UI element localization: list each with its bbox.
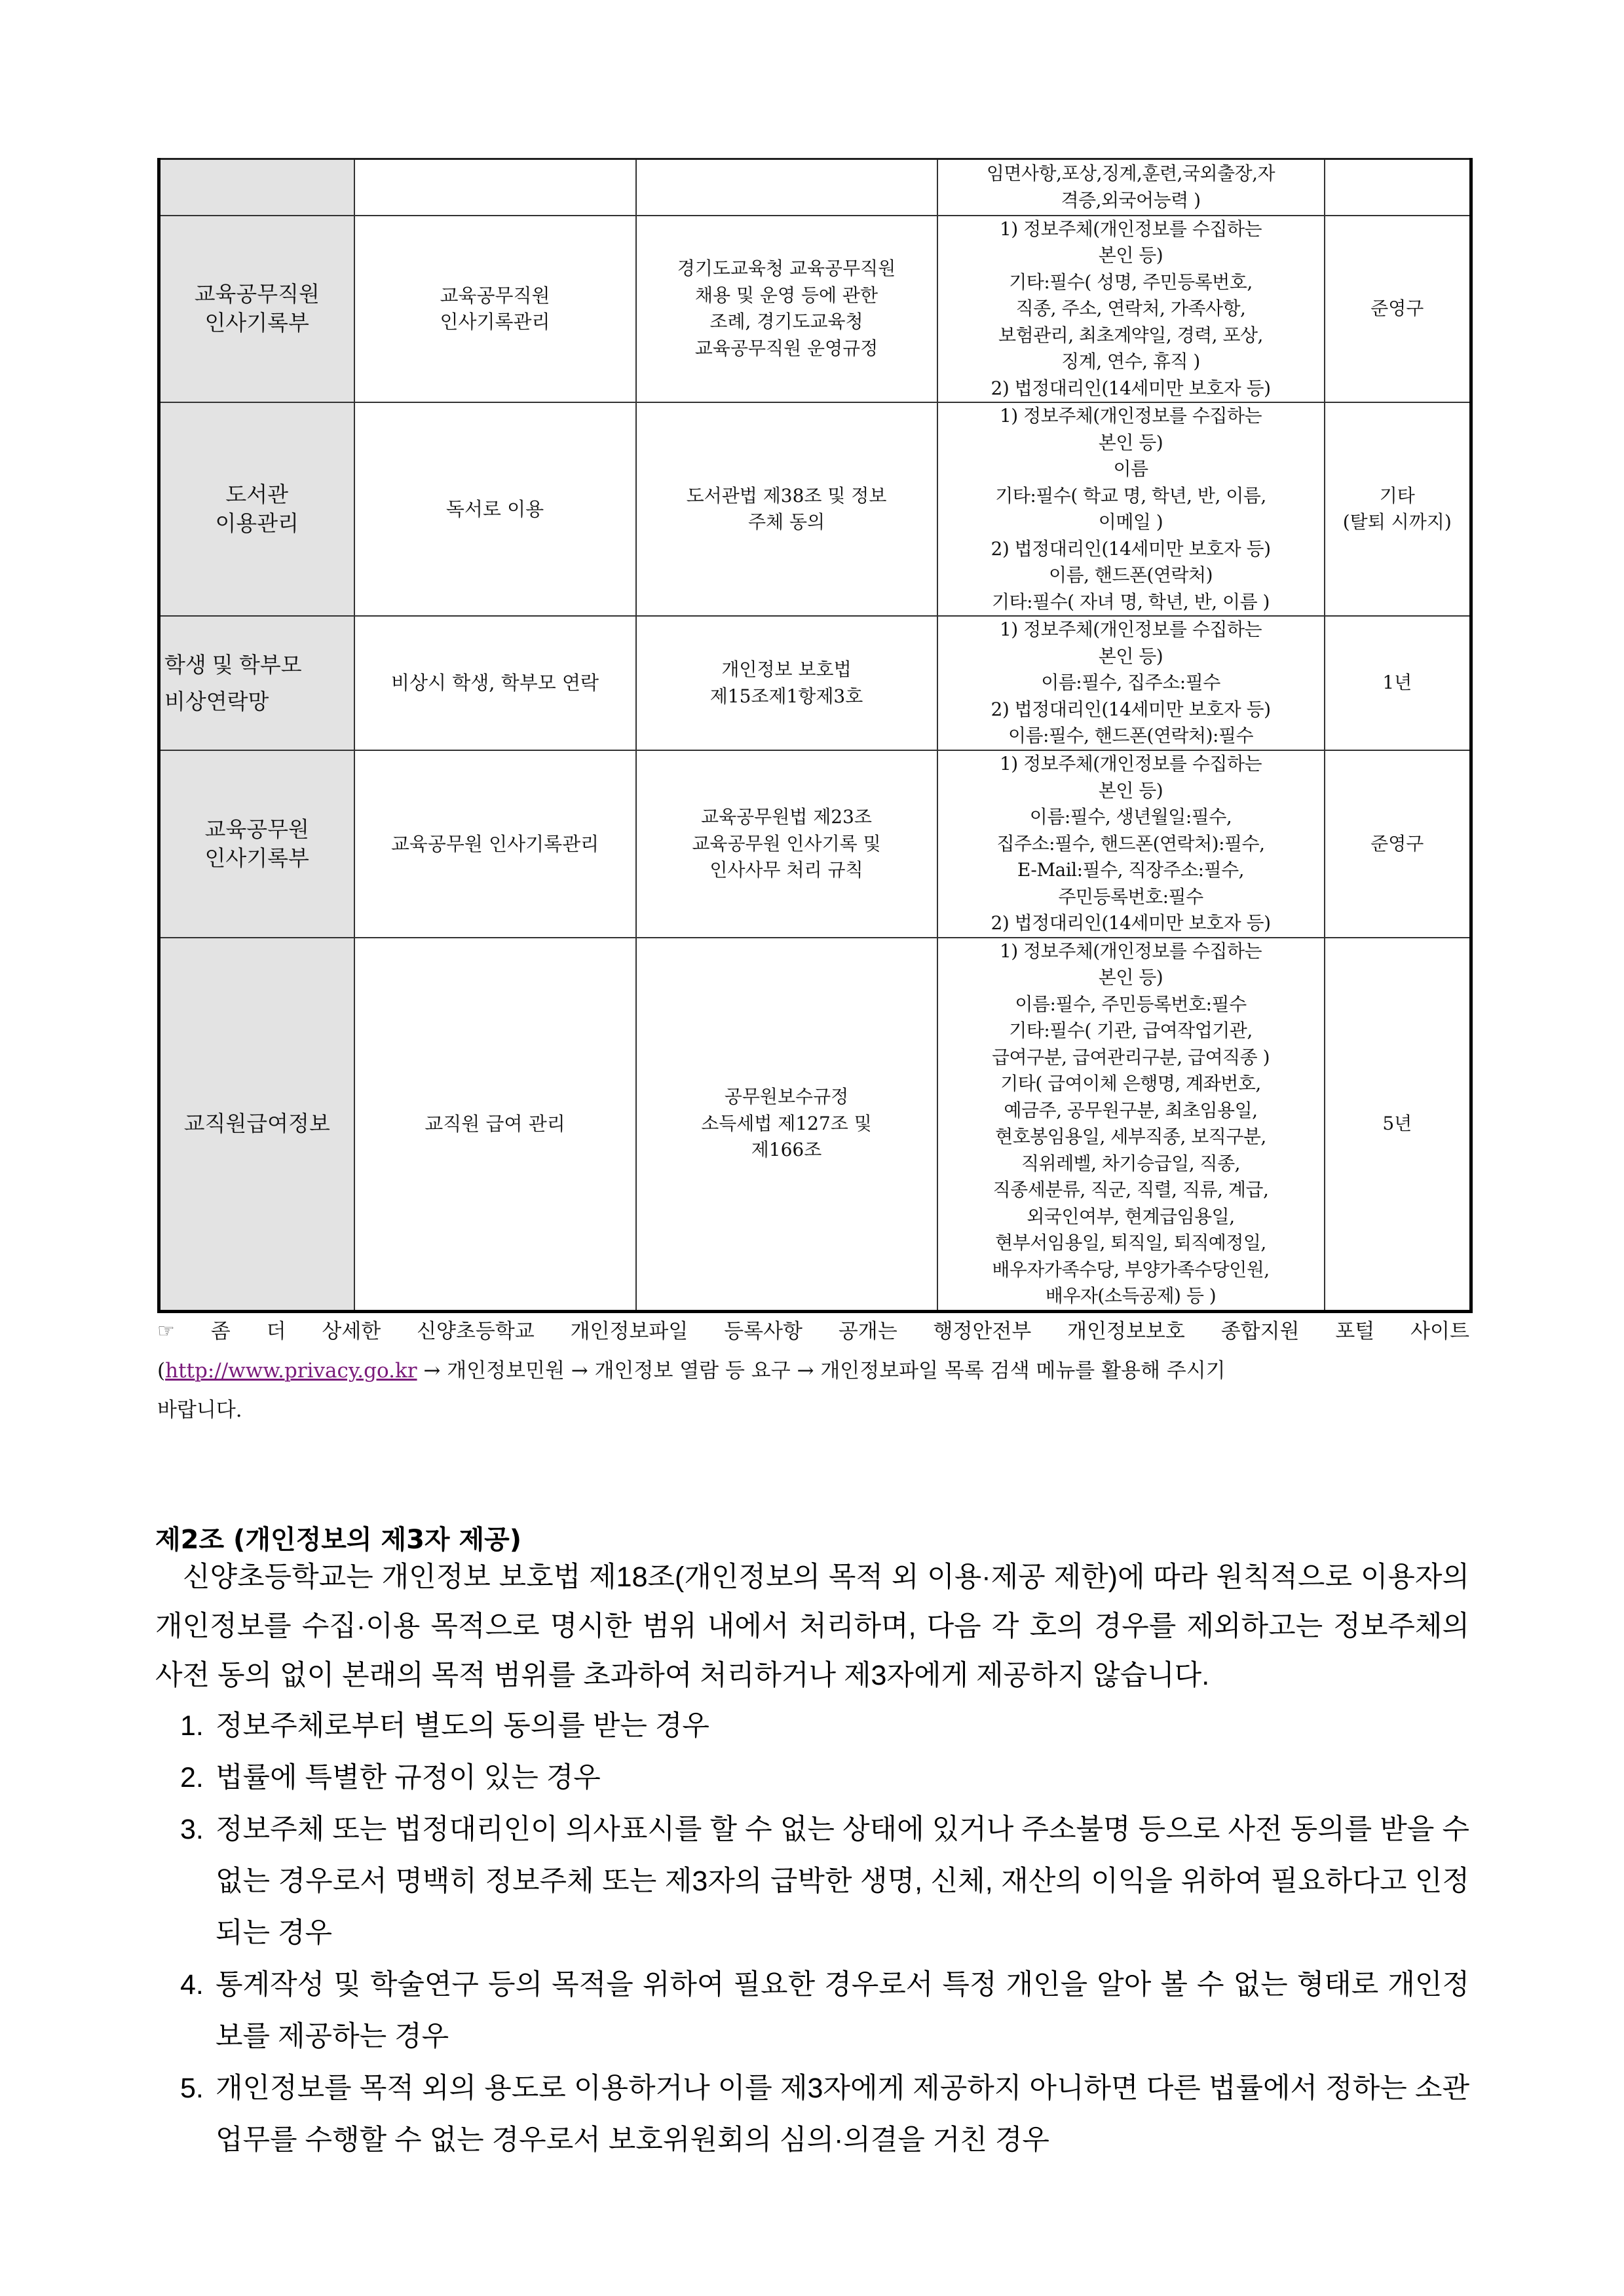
exception-list <box>155 1700 1469 2166</box>
file-name-cell: 교육공무원 인사기록부 <box>159 750 354 938</box>
privacy-portal-link[interactable]: http://www.privacy.go.kr <box>165 1359 417 1383</box>
list-item: 5. 개인정보를 목적 외의 용도로 이용하거나 이를 제3자에게 제공하지 아니하면 다른 법률에서 정하는 소관 업무를 수행할 수 없는 경우로서 보호위원회의 심의·의결을 거친 경우 <box>180 2073 1469 2156</box>
footnote-word: 더 <box>266 1320 286 1343</box>
footnote-line-3: 바랍니다. <box>157 1398 242 1422</box>
purpose-cell: 비상시 학생, 학부모 연락 <box>354 616 636 750</box>
list-item: 3. 정보주체 또는 법정대리인이 의사표시를 할 수 없는 상태에 있거나 주소불명 등으로 사전 동의를 받을 수 없는 경우로서 명백히 정보주체 또는 제3자의 급박한 생명, 신체, 재산의 이익을 위하여 필요하다고 인정되는 경우 <box>180 1814 1469 1949</box>
table-row <box>159 750 1471 938</box>
table-row <box>159 159 1471 216</box>
table-row <box>159 216 1471 403</box>
collected-items-cell: 임면사항,포상,징계,훈련,국외출장,자 격증,외국어능력 ) <box>937 159 1325 216</box>
list-item: 1. 정보주체로부터 별도의 동의를 받는 경우 <box>180 1710 709 1742</box>
footnote-word: 종합지원 <box>1220 1320 1300 1343</box>
footnote-word: 신양초등학교 <box>417 1320 535 1343</box>
section-body <box>155 1553 1469 2166</box>
footnote-word: 개인정보파일 <box>570 1320 689 1343</box>
footnote-word: 사이트 <box>1410 1320 1469 1343</box>
table-row <box>159 616 1471 750</box>
purpose-cell: 교육공무원 인사기록관리 <box>354 750 636 938</box>
purpose-cell: 독서로 이용 <box>354 402 636 616</box>
list-item: 2. 법률에 특별한 규정이 있는 경우 <box>180 1762 601 1793</box>
collected-items-cell: 1) 정보주체(개인정보를 수집하는 본인 등) 이름:필수, 주민등록번호:필수 기타:필수( 기관, 급여작업기관, 급여구분, 급여관리구분, 급여직종 ) 기타( 급여이체 은행명, 계좌번호, 예금주, 공무원구분, 최초임용일, 현호봉임용일, 세부직종, 보직구분, 직위레벨, 차기승급일, 직종, 직종세분류, 직군, 직렬, 직류, 계급, 외국인여부, 현계급임용일, 현부서임용일, 퇴직일, 퇴직예정일, 배우자가족수당, 부양가족수당인원, 배우자(소득공제) 등 ) <box>937 938 1325 1312</box>
footnote-line-1 <box>157 1312 1469 1351</box>
legal-basis-cell <box>636 159 937 216</box>
footnote-line-2: (http://www.privacy.go.kr → 개인정보민원 → 개인정보 열람 등 요구 → 개인정보파일 목록 검색 메뉴를 활용해 주시기 <box>157 1359 1226 1383</box>
file-name-cell: 교육공무직원 인사기록부 <box>159 216 354 403</box>
footnote-word: 좀 <box>210 1320 231 1343</box>
retention-cell: 준영구 <box>1325 216 1471 403</box>
section-paragraph: 신양초등학교는 개인정보 보호법 제18조(개인정보의 목적 외 이용·제공 제한)에 따라 원칙적으로 이용자의 개인정보를 수집·이용 목적으로 명시한 범위 내에서 처리하며, 다음 각 호의 경우를 제외하고는 정보주체의 사전 동의 없이 본래의 목적 범위를 초과하여 처리하거나 제3자에게 제공하지 않습니다. <box>155 1561 1469 1691</box>
collected-items-cell: 1) 정보주체(개인정보를 수집하는 본인 등) 이름 기타:필수( 학교 명, 학년, 반, 이름, 이메일 ) 2) 법정대리인(14세미만 보호자 등) 이름, 핸드폰(연락처) 기타:필수( 자녀 명, 학년, 반, 이름 ) <box>937 402 1325 616</box>
retention-cell: 5년 <box>1325 938 1471 1312</box>
file-name-cell: 학생 및 학부모 비상연락망 <box>159 616 354 750</box>
file-name-cell: 도서관 이용관리 <box>159 402 354 616</box>
pointing-hand-icon: ☞ <box>157 1320 175 1343</box>
retention-cell: 1년 <box>1325 616 1471 750</box>
footnote-word: 공개는 <box>838 1320 897 1343</box>
retention-cell: 준영구 <box>1325 750 1471 938</box>
legal-basis-cell: 교육공무원법 제23조 교육공무원 인사기록 및 인사사무 처리 규칙 <box>636 750 937 938</box>
retention-cell: 기타 (탈퇴 시까지) <box>1325 402 1471 616</box>
purpose-cell: 교직원 급여 관리 <box>354 938 636 1312</box>
footnote <box>157 1312 1469 1430</box>
table-row <box>159 938 1471 1312</box>
collected-items-cell: 1) 정보주체(개인정보를 수집하는 본인 등) 이름:필수, 생년월일:필수, 집주소:필수, 핸드폰(연락처):필수, E-Mail:필수, 직장주소:필수, 주민등록번호:필수 2) 법정대리인(14세미만 보호자 등) <box>937 750 1325 938</box>
personal-info-file-table <box>157 158 1473 1313</box>
retention-cell <box>1325 159 1471 216</box>
collected-items-cell: 1) 정보주체(개인정보를 수집하는 본인 등) 이름:필수, 집주소:필수 2) 법정대리인(14세미만 보호자 등) 이름:필수, 핸드폰(연락처):필수 <box>937 616 1325 750</box>
table-row <box>159 402 1471 616</box>
footnote-word: 등록사항 <box>724 1320 803 1343</box>
footnote-word: 개인정보보호 <box>1067 1320 1185 1343</box>
file-name-cell: 교직원급여정보 <box>159 938 354 1312</box>
purpose-cell: 교육공무직원 인사기록관리 <box>354 216 636 403</box>
section-title: 제2조 (개인정보의 제3자 제공) <box>155 1525 522 1555</box>
legal-basis-cell: 도서관법 제38조 및 정보 주체 동의 <box>636 402 937 616</box>
legal-basis-cell: 공무원보수규정 소득세법 제127조 및 제166조 <box>636 938 937 1312</box>
footnote-word: 행정안전부 <box>933 1320 1032 1343</box>
file-name-cell <box>159 159 354 216</box>
purpose-cell <box>354 159 636 216</box>
footnote-word: 포털 <box>1335 1320 1375 1343</box>
footnote-word: 상세한 <box>322 1320 381 1343</box>
legal-basis-cell: 경기도교육청 교육공무직원 채용 및 운영 등에 관한 조례, 경기도교육청 교육공무직원 운영규정 <box>636 216 937 403</box>
collected-items-cell: 1) 정보주체(개인정보를 수집하는 본인 등) 기타:필수( 성명, 주민등록번호, 직종, 주소, 연락처, 가족사항, 보험관리, 최초계약일, 경력, 포상, 징계, 연수, 휴직 ) 2) 법정대리인(14세미만 보호자 등) <box>937 216 1325 403</box>
list-item: 4. 통계작성 및 학술연구 등의 목적을 위하여 필요한 경우로서 특정 개인을 알아 볼 수 없는 형태로 개인정보를 제공하는 경우 <box>180 1969 1469 2052</box>
legal-basis-cell: 개인정보 보호법 제15조제1항제3호 <box>636 616 937 750</box>
